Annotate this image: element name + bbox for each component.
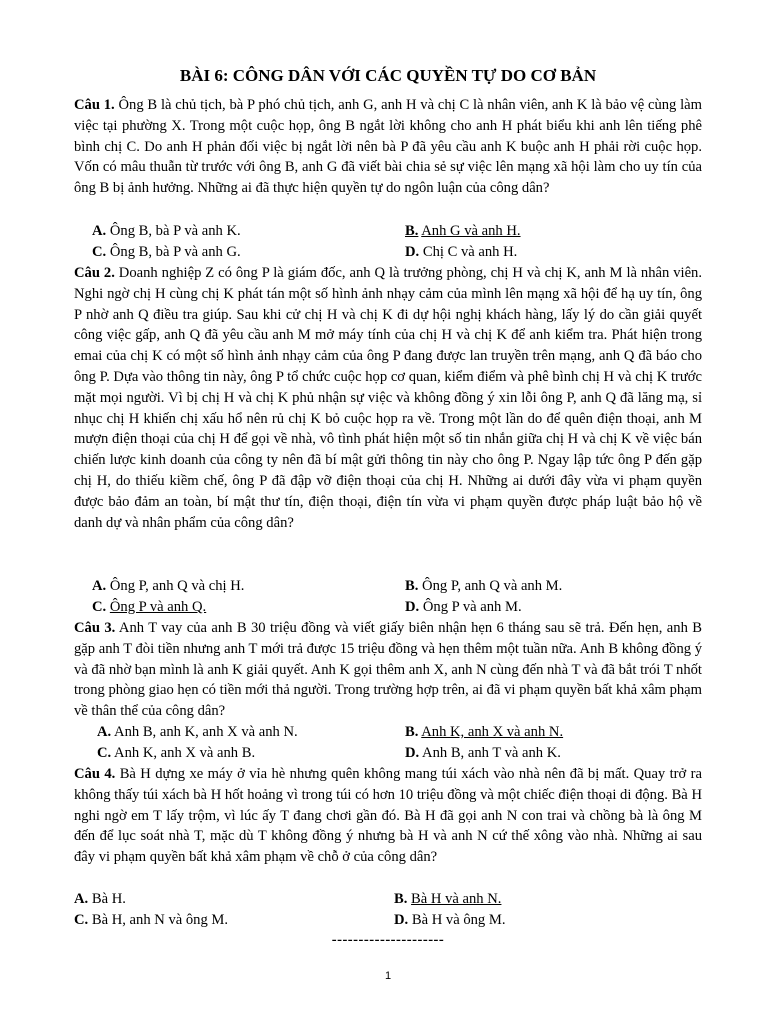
question-text: Doanh nghiệp Z có ông P là giám đốc, anh Q là trưởng phòng, chị H và chị K, anh M là nhân viên. Nghi ngờ chị H cùng chị K phát tán một số hình ảnh nhạy cảm của mình lên mạng xã hội để hạ uy tín, ông P nhờ anh Q điều tra giúp. Sau khi cử chị H và chị K đi dự hội nghị khách hàng, lấy lý do cần giải quyết công việc gấp, anh Q đã yêu cầu anh M mở máy tính của chị H và chị K để anh kiểm tra. Phát hiện trong emai của chị K có một số hình ảnh nhạy cảm của ông P đang được lan truyền trên mạng, anh Q đã báo cho ông P. Dựa vào thông tin này, ông P tổ chức cuộc họp cơ quan, kiểm điểm và phê bình chị H và chị K trước mặt mọi người. Vì bị chị H và chị K phủ nhận sự việc và không đồng ý xin lỗi ông P, anh Q đã lăng mạ, sỉ nhục chị H khiến chị xấu hổ nên rủ chị K bỏ cuộc họp ra về. Trong một lần do để quên điện thoại, anh M mượn điện thoại của chị H để gọi về nhà, vô tình phát hiện một số tin nhắn giữa chị H và chị K về việc bán chiến lược kinh doanh của công ty nên đã bí mật gửi thông tin này cho ông P. Ngay lập tức ông P đến gặp chị H, do thiếu kiềm chế, ông P đã đập vỡ điện thoại của chị H. Những ai dưới đây vừa vi phạm quyền được bảo đảm an toàn, bí mật thư tín, điện thoại, điện tín vừa vi phạm quyền được pháp luật bảo hộ về danh dự và nhân phẩm của công dân? <box>74 265 702 531</box>
question-text: Anh T vay của anh B 30 triệu đồng và viết giấy biên nhận hẹn 6 tháng sau sẽ trả. Đến hẹn, anh B gặp anh T đòi tiền nhưng anh T mới trả được 15 triệu đồng và hẹn thêm một tuần nữa. Anh B không đồng ý và đã nhờ bạn mình là anh K giải quyết. Anh K gọi thêm anh X, anh N cùng đến nhà T và đã bắt trói T nhốt trong phòng giao hẹn có tiền mới thả người. Trong trường hợp trên, ai đã vi phạm quyền bất khả xâm phạm về thân thể của công dân? <box>74 620 703 720</box>
option-3c: C. Anh K, anh X và anh B. <box>97 745 256 761</box>
option-2b: B. Ông P, anh Q và anh M. <box>405 578 563 594</box>
option-2d: D. Ông P và anh M. <box>405 599 522 615</box>
option-1d: D. Chị C và anh H. <box>405 244 518 260</box>
question-2 <box>74 263 702 533</box>
option-4a: A. Bà H. <box>74 891 126 907</box>
option-1c: C. Ông B, bà P và anh G. <box>92 244 241 260</box>
option-4c: C. Bà H, anh N và ông M. <box>74 912 229 928</box>
question-label: Câu 3. <box>74 620 116 636</box>
question-label: Câu 4. <box>74 766 116 782</box>
option-1a: A. Ông B, bà P và anh K. <box>92 223 241 239</box>
question-text: Bà H dựng xe máy ở vỉa hè nhưng quên không mang túi xách vào nhà nên đã bị mất. Quay trở ra không thấy túi xách bà H hốt hoảng vì trong túi có hơn 10 triệu đồng và một chiếc điện thoại di động. Bà H nghi ngờ em T lấy trộm, vì lúc ấy T đang chơi gần đó. Bà H đã gọi anh N con trai và chồng bà là ông M đến để lục soát nhà T, mặc dù T không đồng ý nhưng bà H và anh N cứ thế xông vào nhà. Những ai sau đây vi phạm quyền bất khả xâm phạm về chỗ ở của công dân? <box>74 766 702 866</box>
section-separator: --------------------- <box>331 932 445 948</box>
page-title: BÀI 6: CÔNG DÂN VỚI CÁC QUYỀN TỰ DO CƠ BẢN <box>179 66 597 85</box>
question-label: Câu 2. <box>74 265 115 281</box>
option-4d: D. Bà H và ông M. <box>394 912 506 928</box>
question-label: Câu 1. <box>74 97 115 113</box>
question-3 <box>74 618 702 722</box>
option-4b: B. Bà H và anh N. <box>394 891 502 907</box>
question-1 <box>74 95 702 199</box>
question-text: Ông B là chủ tịch, bà P phó chủ tịch, anh G, anh H và chị C là nhân viên, anh K là bảo vệ cùng làm việc tại phường X. Trong một cuộc họp, ông B ngắt lời không cho anh H phát biểu khi anh lên tiếng phê bình chị C. Do anh H phản đối việc bị ngắt lời nên bà P đã yêu cầu anh K buộc anh H phải rời cuộc họp. Vốn có mâu thuẫn từ trước với ông B, anh G đã viết bài chia sẻ sự việc lên mạng xã hội làm cho uy tín của ông B bị ảnh hưởng. Những ai đã thực hiện quyền tự do ngôn luận của công dân? <box>74 97 703 197</box>
page-number: 1 <box>384 970 392 982</box>
option-3a: A. Anh B, anh K, anh X và anh N. <box>97 724 298 740</box>
option-2a: A. Ông P, anh Q và chị H. <box>92 578 245 594</box>
option-2c: C. Ông P và anh Q. <box>92 599 207 615</box>
option-1b: B. Anh G và anh H. <box>405 223 521 239</box>
option-3b: B. Anh K, anh X và anh N. <box>405 724 564 740</box>
option-3d: D. Anh B, anh T và anh K. <box>405 745 561 761</box>
question-4 <box>74 764 702 868</box>
